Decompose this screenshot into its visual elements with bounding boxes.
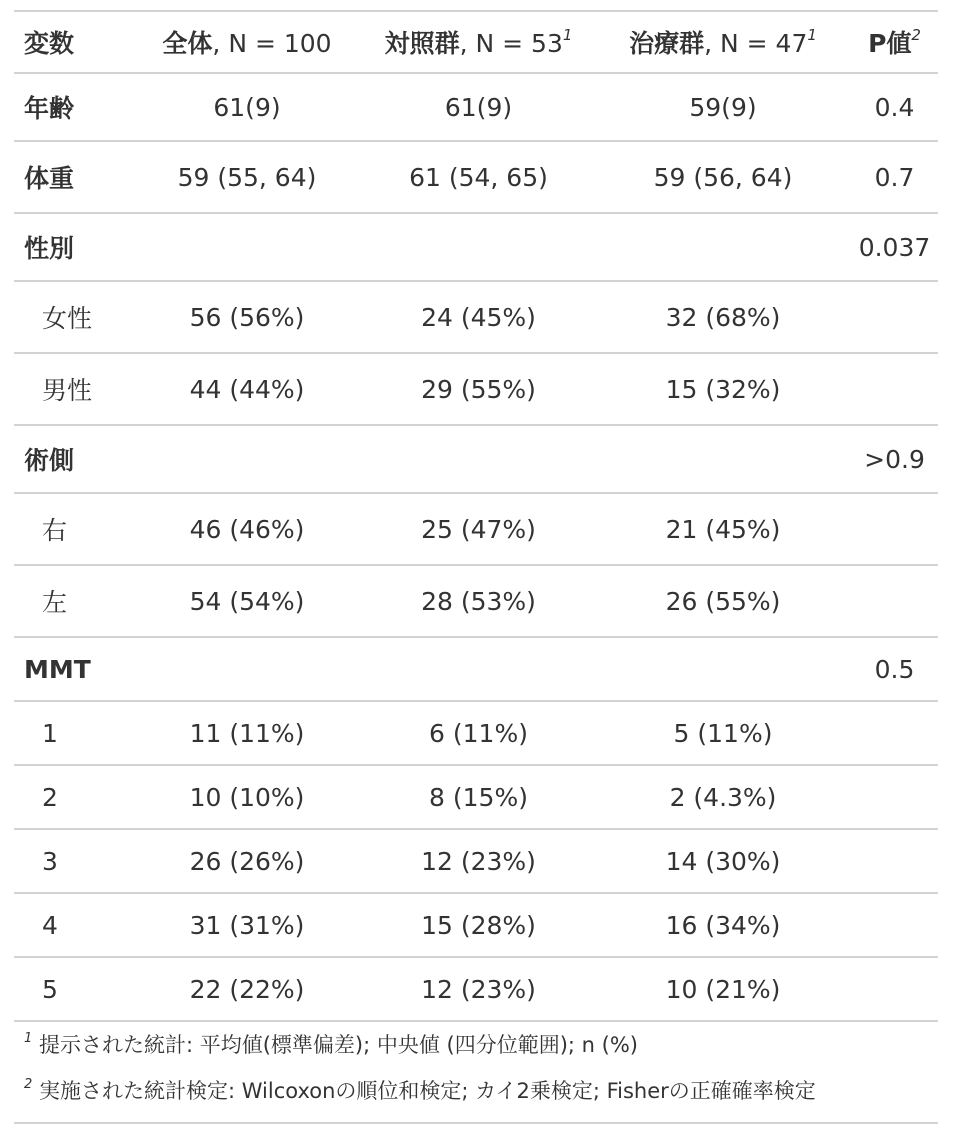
header-overall-label: 全体	[162, 29, 213, 58]
row-label: 1	[14, 701, 132, 765]
row-label: MMT	[14, 637, 132, 701]
footnote-mark: 2	[911, 26, 921, 44]
cell-control: 61 (54, 65)	[362, 141, 595, 213]
cell-control: 12 (23%)	[362, 957, 595, 1021]
cell-p-value	[851, 957, 938, 1021]
footnote	[24, 1068, 938, 1114]
table-row	[14, 73, 938, 141]
header-treatment-label: 治療群	[629, 29, 705, 58]
table-row	[14, 893, 938, 957]
table-row	[14, 213, 938, 281]
cell-treatment: 15 (32%)	[595, 353, 851, 425]
row-label: 右	[14, 493, 132, 565]
row-label: 5	[14, 957, 132, 1021]
cell-overall: 22 (22%)	[132, 957, 362, 1021]
row-label: 4	[14, 893, 132, 957]
cell-overall: 46 (46%)	[132, 493, 362, 565]
table-bottom-rule	[14, 1122, 938, 1124]
row-label: 年齢	[14, 73, 132, 141]
table-body	[14, 73, 938, 1021]
table-footnotes	[14, 1022, 938, 1114]
header-p-label: P値	[868, 29, 912, 58]
cell-treatment: 16 (34%)	[595, 893, 851, 957]
cell-treatment: 26 (55%)	[595, 565, 851, 637]
row-label: 女性	[14, 281, 132, 353]
row-label: 術側	[14, 425, 132, 493]
cell-control	[362, 637, 595, 701]
cell-control: 28 (53%)	[362, 565, 595, 637]
table-row	[14, 957, 938, 1021]
cell-p-value: >0.9	[851, 425, 938, 493]
cell-p-value	[851, 701, 938, 765]
cell-overall: 56 (56%)	[132, 281, 362, 353]
table-row	[14, 565, 938, 637]
summary-table	[14, 10, 938, 1022]
header-treatment	[595, 11, 851, 73]
footnote-text: 実施された統計検定: Wilcoxonの順位和検定; カイ2乗検定; Fisherの正確確率検定	[38, 1079, 816, 1103]
row-label: 性別	[14, 213, 132, 281]
header-overall-n: , N = 100	[212, 29, 332, 58]
cell-p-value: 0.4	[851, 73, 938, 141]
cell-p-value: 0.037	[851, 213, 938, 281]
cell-treatment: 14 (30%)	[595, 829, 851, 893]
table-header	[14, 11, 938, 73]
cell-p-value	[851, 281, 938, 353]
cell-control: 12 (23%)	[362, 829, 595, 893]
cell-treatment: 2 (4.3%)	[595, 765, 851, 829]
cell-control: 29 (55%)	[362, 353, 595, 425]
cell-p-value	[851, 493, 938, 565]
cell-control: 61(9)	[362, 73, 595, 141]
cell-overall	[132, 213, 362, 281]
cell-control: 8 (15%)	[362, 765, 595, 829]
table-row	[14, 765, 938, 829]
cell-overall: 26 (26%)	[132, 829, 362, 893]
cell-treatment: 59 (56, 64)	[595, 141, 851, 213]
header-control-n: , N = 53	[459, 29, 563, 58]
table-row	[14, 493, 938, 565]
row-label: 体重	[14, 141, 132, 213]
cell-treatment	[595, 637, 851, 701]
cell-overall: 11 (11%)	[132, 701, 362, 765]
cell-treatment: 21 (45%)	[595, 493, 851, 565]
header-control-label: 対照群	[384, 29, 460, 58]
cell-p-value	[851, 893, 938, 957]
cell-overall: 31 (31%)	[132, 893, 362, 957]
cell-treatment: 59(9)	[595, 73, 851, 141]
cell-overall	[132, 425, 362, 493]
cell-overall: 10 (10%)	[132, 765, 362, 829]
footnote-text: 提示された統計: 平均値(標準偏差); 中央値 (四分位範囲); n (%)	[38, 1033, 638, 1057]
cell-treatment: 5 (11%)	[595, 701, 851, 765]
cell-p-value: 0.5	[851, 637, 938, 701]
footnote-mark: 1	[562, 26, 573, 44]
cell-treatment	[595, 425, 851, 493]
cell-p-value	[851, 565, 938, 637]
cell-overall: 54 (54%)	[132, 565, 362, 637]
cell-treatment: 10 (21%)	[595, 957, 851, 1021]
footnote-mark: 1	[807, 26, 817, 44]
summary-table-container	[14, 10, 938, 1124]
cell-p-value: 0.7	[851, 141, 938, 213]
table-row	[14, 353, 938, 425]
table-row	[14, 141, 938, 213]
cell-control: 6 (11%)	[362, 701, 595, 765]
header-treatment-n: , N = 47	[704, 29, 808, 58]
cell-treatment	[595, 213, 851, 281]
footnote	[24, 1022, 938, 1068]
row-label: 3	[14, 829, 132, 893]
cell-p-value	[851, 829, 938, 893]
footnote-mark: 2	[24, 1077, 33, 1092]
cell-overall: 59 (55, 64)	[132, 141, 362, 213]
table-row	[14, 701, 938, 765]
row-label: 2	[14, 765, 132, 829]
row-label: 左	[14, 565, 132, 637]
table-row	[14, 281, 938, 353]
cell-control: 15 (28%)	[362, 893, 595, 957]
cell-control: 24 (45%)	[362, 281, 595, 353]
cell-control: 25 (47%)	[362, 493, 595, 565]
cell-p-value	[851, 765, 938, 829]
header-control	[362, 11, 595, 73]
header-variable: 変数	[14, 11, 132, 73]
table-row	[14, 425, 938, 493]
cell-p-value	[851, 353, 938, 425]
footnote-mark: 1	[24, 1031, 33, 1046]
cell-overall: 61(9)	[132, 73, 362, 141]
row-label: 男性	[14, 353, 132, 425]
cell-overall: 44 (44%)	[132, 353, 362, 425]
table-row	[14, 829, 938, 893]
table-row	[14, 637, 938, 701]
cell-treatment: 32 (68%)	[595, 281, 851, 353]
header-p-value	[851, 11, 938, 73]
cell-overall	[132, 637, 362, 701]
cell-control	[362, 213, 595, 281]
cell-control	[362, 425, 595, 493]
header-overall	[132, 11, 362, 73]
